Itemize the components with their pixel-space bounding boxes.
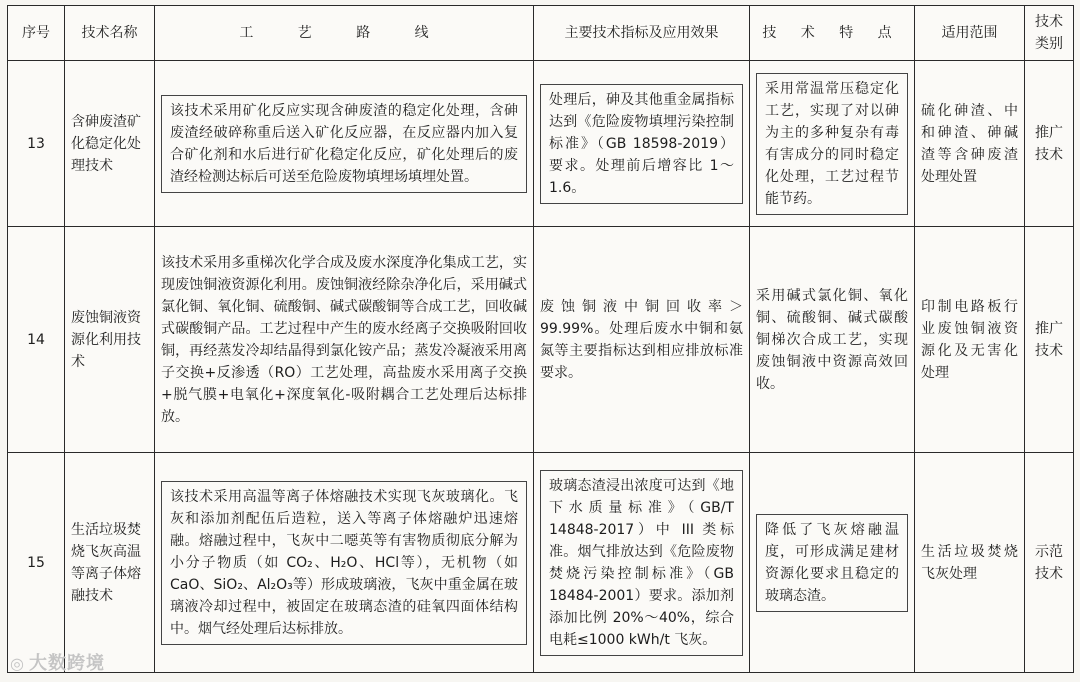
header-no: 序号 bbox=[8, 6, 65, 61]
row-no: 15 bbox=[8, 453, 65, 673]
watermark bbox=[10, 649, 105, 675]
row-scope: 生活垃圾焚烧飞灰处理 bbox=[915, 453, 1025, 673]
watermark-logo-icon: ◎ bbox=[10, 654, 25, 673]
process-text: 该技术采用高温等离子体熔融技术实现飞灰玻璃化。飞灰和添加剂配伍后造粒，送入等离子体熔融炉迅速熔融。熔融过程中，飞灰中二噁英等有害物质彻底分解为小分子物质（如 CO₂、H₂O、HCl等），无机物（如 CaO、SiO₂、Al₂O₃等）形成玻璃液，飞灰中重金属在玻璃液冷却过程中，被固定在玻璃态渣的硅氧四面体结构中。烟气经处理后达标排放。 bbox=[161, 481, 527, 645]
row-process: 该技术采用多重梯次化学合成及废水深度净化集成工艺，实现废蚀铜液资源化利用。废蚀铜液经除杂净化后，采用碱式氯化铜、氧化铜、硫酸铜、碱式碳酸铜等合成工艺，回收碱式碳酸铜产品。工艺过程中产生的废水经离子交换吸附回收铜，再经蒸发冷却结晶得到氯化铵产品；蒸发冷凝液采用离子交换+反渗透（RO）工艺处理，高盐废水采用离子交换+脱气膜+电氧化+深度氧化-吸附耦合工艺处理后达标排放。 bbox=[155, 227, 534, 453]
row-name: 生活垃圾焚烧飞灰高温等离子体熔融技术 bbox=[65, 453, 155, 673]
technology-table bbox=[7, 5, 1074, 673]
row-features bbox=[750, 453, 915, 673]
row-indicators bbox=[534, 453, 750, 673]
table-row bbox=[8, 227, 1074, 453]
table-row bbox=[8, 453, 1074, 673]
row-category: 推广技术 bbox=[1025, 61, 1074, 227]
header-name: 技术名称 bbox=[65, 6, 155, 61]
header-scope: 适用范围 bbox=[915, 6, 1025, 61]
header-process: 工 艺 路 线 bbox=[155, 6, 534, 61]
indicators-text: 玻璃态渣浸出浓度可达到《地下水质量标准》（GB/T 14848-2017）中 III 类标准。烟气排放达到《危险废物焚烧污染控制标准》（GB 18484-2001）要求。添加剂添加比例 20%～40%，综合电耗≤1000 kWh/t 飞灰。 bbox=[540, 470, 743, 656]
table-header-row bbox=[8, 6, 1074, 61]
header-indicators: 主要技术指标及应用效果 bbox=[534, 6, 750, 61]
row-indicators: 废蚀铜液中铜回收率＞99.99%。处理后废水中铜和氨氮等主要指标达到相应排放标准要求。 bbox=[534, 227, 750, 453]
row-no: 14 bbox=[8, 227, 65, 453]
row-name: 废蚀铜液资源化利用技术 bbox=[65, 227, 155, 453]
row-name: 含砷废渣矿化稳定化处理技术 bbox=[65, 61, 155, 227]
features-text: 降低了飞灰熔融温度，可形成满足建材资源化要求且稳定的玻璃态渣。 bbox=[756, 514, 908, 612]
row-category: 推广技术 bbox=[1025, 227, 1074, 453]
features-text: 采用常温常压稳定化工艺，实现了对以砷为主的多种复杂有毒有害成分的同时稳定化处理，工艺过程节能节药。 bbox=[756, 73, 908, 215]
row-features bbox=[750, 61, 915, 227]
row-scope: 硫化砷渣、中和砷渣、砷碱渣等含砷废渣处理处置 bbox=[915, 61, 1025, 227]
row-indicators bbox=[534, 61, 750, 227]
row-category: 示范技术 bbox=[1025, 453, 1074, 673]
indicators-text: 处理后，砷及其他重金属指标达到《危险废物填埋污染控制标准》（GB 18598-2019）要求。处理前后增容比 1～1.6。 bbox=[540, 84, 743, 204]
header-features: 技 术 特 点 bbox=[750, 6, 915, 61]
process-text: 该技术采用矿化反应实现含砷废渣的稳定化处理，含砷废渣经破碎称重后送入矿化反应器，在反应器内加入复合矿化剂和水后进行矿化稳定化反应，矿化处理后的废渣经检测达标后可送至危险废物填埋场填埋处置。 bbox=[161, 95, 527, 193]
row-no: 13 bbox=[8, 61, 65, 227]
row-scope: 印制电路板行业废蚀铜液资源化及无害化处理 bbox=[915, 227, 1025, 453]
row-process bbox=[155, 61, 534, 227]
table-row bbox=[8, 61, 1074, 227]
header-category: 技术类别 bbox=[1025, 6, 1074, 61]
row-features: 采用碱式氯化铜、氧化铜、硫酸铜、碱式碳酸铜梯次合成工艺，实现废蚀铜液中资源高效回收。 bbox=[750, 227, 915, 453]
watermark-text: 大数跨境 bbox=[28, 653, 105, 674]
row-process bbox=[155, 453, 534, 673]
